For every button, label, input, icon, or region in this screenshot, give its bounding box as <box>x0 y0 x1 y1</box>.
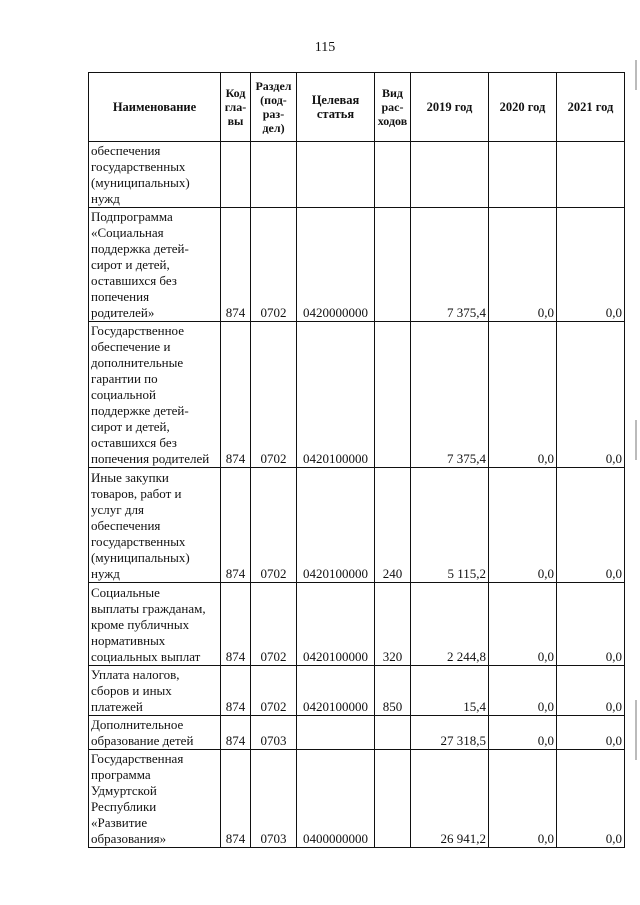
table-row <box>89 208 625 322</box>
row-name: Дополнительное образование детей <box>89 716 221 750</box>
header-target-article: Целевая статья <box>297 73 375 142</box>
row-2021: 0,0 <box>557 716 625 750</box>
row-2020: 0,0 <box>489 322 557 468</box>
row-2020: 0,0 <box>489 750 557 848</box>
row-article <box>297 142 375 208</box>
row-type <box>375 322 411 468</box>
row-type <box>375 208 411 322</box>
row-2021: 0,0 <box>557 750 625 848</box>
row-code: 874 <box>221 583 251 666</box>
row-article: 0420100000 <box>297 468 375 583</box>
header-expense-type: Вид рас- ходов <box>375 73 411 142</box>
row-2019: 7 375,4 <box>411 322 489 468</box>
header-row <box>89 73 625 142</box>
table-row <box>89 583 625 666</box>
table-row <box>89 322 625 468</box>
header-2019: 2019 год <box>411 73 489 142</box>
row-type <box>375 142 411 208</box>
row-section: 0703 <box>251 716 297 750</box>
row-article: 0420100000 <box>297 666 375 716</box>
row-2021: 0,0 <box>557 322 625 468</box>
row-2021 <box>557 142 625 208</box>
scan-edge-mark <box>635 420 637 460</box>
row-section: 0702 <box>251 322 297 468</box>
row-type <box>375 716 411 750</box>
row-section: 0702 <box>251 583 297 666</box>
row-type: 240 <box>375 468 411 583</box>
row-code <box>221 142 251 208</box>
row-2019: 27 318,5 <box>411 716 489 750</box>
row-article: 0420100000 <box>297 583 375 666</box>
header-name: Наименование <box>89 73 221 142</box>
row-type <box>375 750 411 848</box>
row-section: 0702 <box>251 666 297 716</box>
scan-edge-mark <box>635 700 637 760</box>
page-number: 115 <box>314 40 336 55</box>
row-section <box>251 142 297 208</box>
row-code: 874 <box>221 750 251 848</box>
row-type: 320 <box>375 583 411 666</box>
row-2021: 0,0 <box>557 583 625 666</box>
scan-edge-mark <box>635 60 637 90</box>
row-2019: 7 375,4 <box>411 208 489 322</box>
row-2020: 0,0 <box>489 583 557 666</box>
table-row <box>89 468 625 583</box>
row-2020 <box>489 142 557 208</box>
row-name: Подпрограмма «Социальная поддержка детей- сирот и детей, оставшихся без попечения родителей» <box>89 208 221 322</box>
header-section: Раздел (под- раз- дел) <box>251 73 297 142</box>
row-2019: 2 244,8 <box>411 583 489 666</box>
table-row <box>89 716 625 750</box>
row-2021: 0,0 <box>557 666 625 716</box>
row-2019 <box>411 142 489 208</box>
row-2019: 26 941,2 <box>411 750 489 848</box>
row-2020: 0,0 <box>489 468 557 583</box>
header-2020: 2020 год <box>489 73 557 142</box>
row-article: 0420100000 <box>297 322 375 468</box>
row-article: 0400000000 <box>297 750 375 848</box>
row-2019: 15,4 <box>411 666 489 716</box>
row-2020: 0,0 <box>489 666 557 716</box>
row-section: 0702 <box>251 208 297 322</box>
table-row <box>89 666 625 716</box>
row-code: 874 <box>221 322 251 468</box>
row-2019: 5 115,2 <box>411 468 489 583</box>
table-row <box>89 750 625 848</box>
row-type: 850 <box>375 666 411 716</box>
header-chapter-code: Код гла- вы <box>221 73 251 142</box>
row-name: Государственная программа Удмуртской Республики «Развитие образования» <box>89 750 221 848</box>
row-code: 874 <box>221 666 251 716</box>
row-code: 874 <box>221 468 251 583</box>
budget-table <box>88 72 625 848</box>
row-name: Иные закупки товаров, работ и услуг для обеспечения государственных (муниципальных) нужд <box>89 468 221 583</box>
row-2020: 0,0 <box>489 716 557 750</box>
row-name: Государственное обеспечение и дополнительные гарантии по социальной поддержке детей- сирот и детей, оставшихся без попечения родителей <box>89 322 221 468</box>
row-2020: 0,0 <box>489 208 557 322</box>
row-name: Социальные выплаты гражданам, кроме публичных нормативных социальных выплат <box>89 583 221 666</box>
row-section: 0702 <box>251 468 297 583</box>
row-section: 0703 <box>251 750 297 848</box>
table-row <box>89 142 625 208</box>
row-article <box>297 716 375 750</box>
row-2021: 0,0 <box>557 208 625 322</box>
row-code: 874 <box>221 716 251 750</box>
row-2021: 0,0 <box>557 468 625 583</box>
row-code: 874 <box>221 208 251 322</box>
header-2021: 2021 год <box>557 73 625 142</box>
row-name: обеспечения государственных (муниципальных) нужд <box>89 142 221 208</box>
row-name: Уплата налогов, сборов и иных платежей <box>89 666 221 716</box>
row-article: 0420000000 <box>297 208 375 322</box>
